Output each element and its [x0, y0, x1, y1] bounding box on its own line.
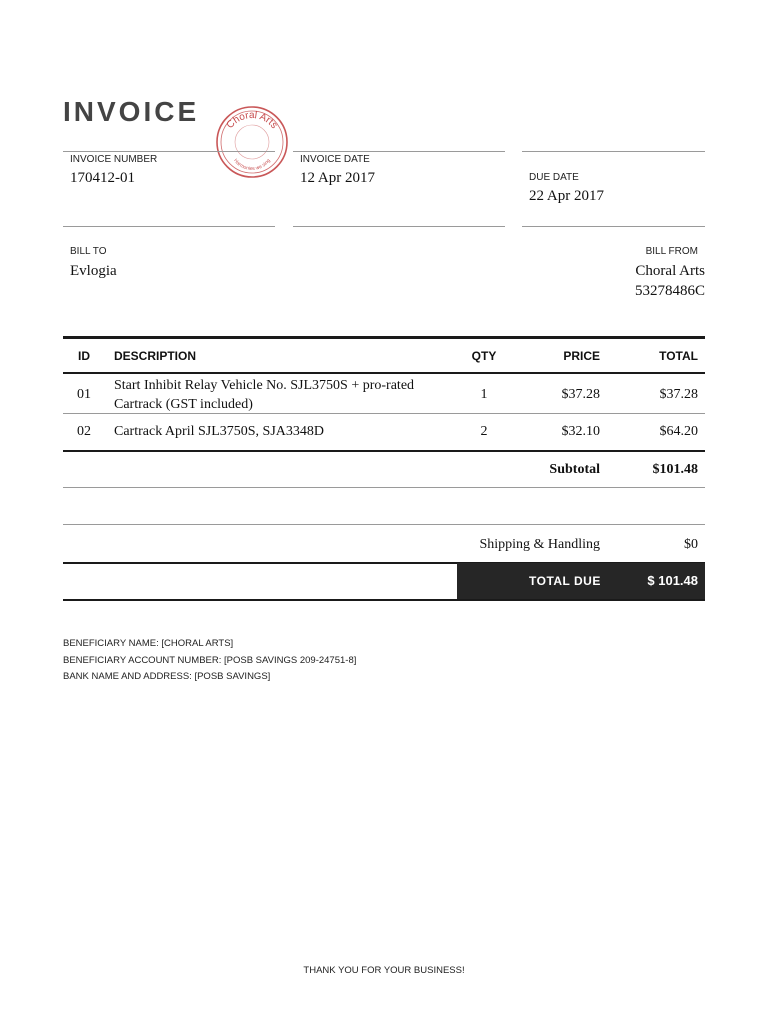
row-1-qty: 1: [480, 387, 488, 402]
divider: [63, 487, 705, 488]
shipping-value: $0: [684, 537, 698, 552]
divider: [293, 226, 505, 227]
beneficiary-name: BENEFICIARY NAME: [CHORAL ARTS]: [63, 638, 234, 649]
bill-to-label: BILL TO: [70, 246, 107, 257]
table-header-rule: [63, 372, 705, 374]
invoice-title: INVOICE: [63, 96, 200, 127]
row-divider: [63, 413, 705, 414]
beneficiary-account-number: BENEFICIARY ACCOUNT NUMBER: [POSB SAVINGS 209-24751-8]: [63, 655, 357, 666]
invoice-date-label: INVOICE DATE: [300, 154, 370, 165]
shipping-label: Shipping & Handling: [479, 537, 600, 552]
row-1-total: $37.28: [659, 387, 698, 402]
row-2-id: 02: [77, 424, 91, 439]
divider: [522, 226, 705, 227]
table-top-rule: [63, 336, 705, 339]
row-2-qty: 2: [480, 424, 488, 439]
row-1-price: $37.28: [561, 387, 600, 402]
subtotal-label: Subtotal: [549, 462, 600, 477]
stamp-bottom-text: Harmonies we sing: [232, 157, 272, 173]
bill-to-name: Evlogia: [70, 263, 117, 279]
divider: [63, 524, 705, 525]
divider: [63, 226, 275, 227]
invoice-date: 12 Apr 2017: [300, 170, 375, 186]
col-header-id: ID: [78, 349, 90, 363]
bill-from-id: 53278486C: [634, 283, 705, 299]
invoice-number-label: INVOICE NUMBER: [70, 154, 158, 165]
bill-from-name: Choral Arts: [635, 263, 705, 279]
row-2-price: $32.10: [561, 424, 600, 439]
subtotal-value: $101.48: [652, 462, 698, 477]
stamp-top-text: Choral Arts: [224, 109, 280, 131]
bank-name-address: BANK NAME AND ADDRESS: [POSB SAVINGS]: [63, 671, 271, 682]
row-1-description-line2: Cartrack (GST included): [114, 397, 253, 412]
company-stamp: [214, 104, 290, 180]
divider: [293, 151, 505, 152]
table-bottom-rule: [63, 450, 705, 452]
invoice-number: 170412-01: [70, 170, 135, 186]
row-1-description-line1: Start Inhibit Relay Vehicle No. SJL3750S + pro-rated: [114, 378, 415, 393]
total-due-label: TOTAL DUE: [529, 574, 601, 588]
total-due-bar: [457, 563, 705, 600]
due-date-label: DUE DATE: [529, 172, 579, 183]
row-1-id: 01: [77, 387, 91, 402]
col-header-total: TOTAL: [659, 349, 698, 363]
bill-from-label: BILL FROM: [645, 246, 698, 257]
row-2-description-line1: Cartrack April SJL3750S, SJA3348D: [114, 424, 324, 439]
due-date: 22 Apr 2017: [529, 188, 604, 204]
divider: [63, 151, 275, 152]
row-2-total: $64.20: [659, 424, 698, 439]
col-header-price: PRICE: [563, 349, 600, 363]
total-bottom-rule: [63, 599, 705, 601]
thank-you-note: THANK YOU FOR YOUR BUSINESS!: [303, 965, 465, 976]
total-due-value: $ 101.48: [647, 573, 698, 588]
col-header-qty: QTY: [471, 349, 497, 363]
divider: [522, 151, 705, 152]
col-header-description: DESCRIPTION: [114, 349, 197, 363]
